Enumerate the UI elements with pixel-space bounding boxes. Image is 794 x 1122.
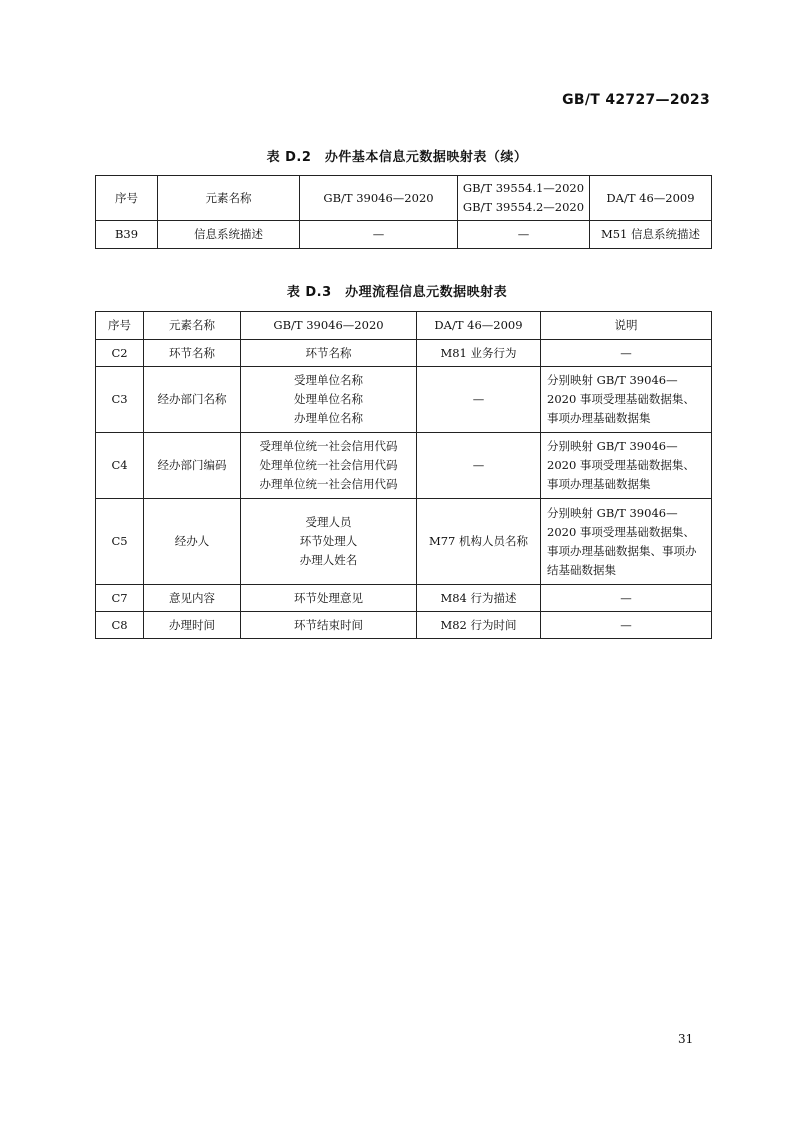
cell-name: 经办部门编码 xyxy=(144,433,241,499)
cell-seq: C2 xyxy=(96,340,144,367)
cell-note: — xyxy=(541,585,712,612)
header-name: 元素名称 xyxy=(158,176,300,221)
cell-gbt39046 xyxy=(241,433,417,499)
cell-dat46: M51 信息系统描述 xyxy=(590,221,712,249)
header-dat46: DA/T 46—2009 xyxy=(417,312,541,340)
cell-name: 信息系统描述 xyxy=(158,221,300,249)
cell-gbt39046: — xyxy=(300,221,458,249)
cell-gbt39046 xyxy=(241,612,417,639)
cell-seq: C3 xyxy=(96,367,144,433)
gbt39046-line: 办理单位统一社会信用代码 xyxy=(259,477,398,491)
header-gbt39046: GB/T 39046—2020 xyxy=(300,176,458,221)
gbt39046-line: 处理单位名称 xyxy=(294,392,363,406)
table-d3-title: 表 D.3 办理流程信息元数据映射表 xyxy=(286,285,508,300)
cell-gbt39046 xyxy=(241,340,417,367)
table-d3 xyxy=(95,311,712,639)
gbt39046-line: 办理人姓名 xyxy=(299,553,358,567)
header-gbt39554-2: GB/T 39554.2—2020 xyxy=(462,200,585,214)
cell-seq: C4 xyxy=(96,433,144,499)
table-d2-title: 表 D.2 办件基本信息元数据映射表（续） xyxy=(266,150,528,165)
cell-gbt39554: — xyxy=(458,221,590,249)
header-note: 说明 xyxy=(541,312,712,340)
cell-dat46: M77 机构人员名称 xyxy=(417,499,541,585)
table-d3-header-row xyxy=(96,312,712,340)
cell-seq: B39 xyxy=(96,221,158,249)
table-d2-header-row xyxy=(96,176,712,221)
table-row xyxy=(96,367,712,433)
table-row xyxy=(96,433,712,499)
cell-name: 经办部门名称 xyxy=(144,367,241,433)
page-number: 31 xyxy=(678,1032,694,1046)
cell-dat46: M82 行为时间 xyxy=(417,612,541,639)
cell-gbt39046 xyxy=(241,367,417,433)
gbt39046-line: 受理单位统一社会信用代码 xyxy=(259,439,398,453)
gbt39046-line: 环节名称 xyxy=(305,345,352,360)
gbt39046-line: 处理单位统一社会信用代码 xyxy=(259,458,398,472)
table-row xyxy=(96,585,712,612)
table-row xyxy=(96,340,712,367)
cell-note: 分别映射 GB/T 39046—2020 事项受理基础数据集、事项办理基础数据集 xyxy=(541,433,712,499)
cell-gbt39046 xyxy=(241,499,417,585)
gbt39046-line: 办理单位名称 xyxy=(294,411,363,425)
header-gbt39554-1: GB/T 39554.1—2020 xyxy=(462,181,585,195)
cell-note: — xyxy=(541,612,712,639)
cell-note: 分别映射 GB/T 39046—2020 事项受理基础数据集、事项办理基础数据集 xyxy=(541,367,712,433)
table-row xyxy=(96,499,712,585)
header-seq: 序号 xyxy=(96,176,158,221)
gbt39046-line: 环节结束时间 xyxy=(294,617,363,632)
header-dat46: DA/T 46—2009 xyxy=(590,176,712,221)
header-gbt39046: GB/T 39046—2020 xyxy=(241,312,417,340)
cell-note: 分别映射 GB/T 39046—2020 事项受理基础数据集、事项办理基础数据集、事项办结基础数据集 xyxy=(541,499,712,585)
standard-code: GB/T 42727—2023 xyxy=(562,92,710,108)
cell-dat46: M84 行为描述 xyxy=(417,585,541,612)
cell-seq: C5 xyxy=(96,499,144,585)
table-d2 xyxy=(95,175,712,249)
header-gbt39554 xyxy=(458,176,590,221)
cell-dat46: — xyxy=(417,433,541,499)
gbt39046-line: 环节处理人 xyxy=(299,534,358,548)
gbt39046-line: 受理人员 xyxy=(305,515,352,529)
cell-name: 环节名称 xyxy=(144,340,241,367)
cell-gbt39046 xyxy=(241,585,417,612)
header-seq: 序号 xyxy=(96,312,144,340)
cell-name: 办理时间 xyxy=(144,612,241,639)
cell-seq: C7 xyxy=(96,585,144,612)
gbt39046-line: 受理单位名称 xyxy=(294,373,363,387)
cell-name: 意见内容 xyxy=(144,585,241,612)
table-row xyxy=(96,612,712,639)
table-row xyxy=(96,221,712,249)
cell-dat46: M81 业务行为 xyxy=(417,340,541,367)
header-name: 元素名称 xyxy=(144,312,241,340)
cell-seq: C8 xyxy=(96,612,144,639)
cell-dat46: — xyxy=(417,367,541,433)
cell-note: — xyxy=(541,340,712,367)
gbt39046-line: 环节处理意见 xyxy=(294,590,363,605)
cell-name: 经办人 xyxy=(144,499,241,585)
